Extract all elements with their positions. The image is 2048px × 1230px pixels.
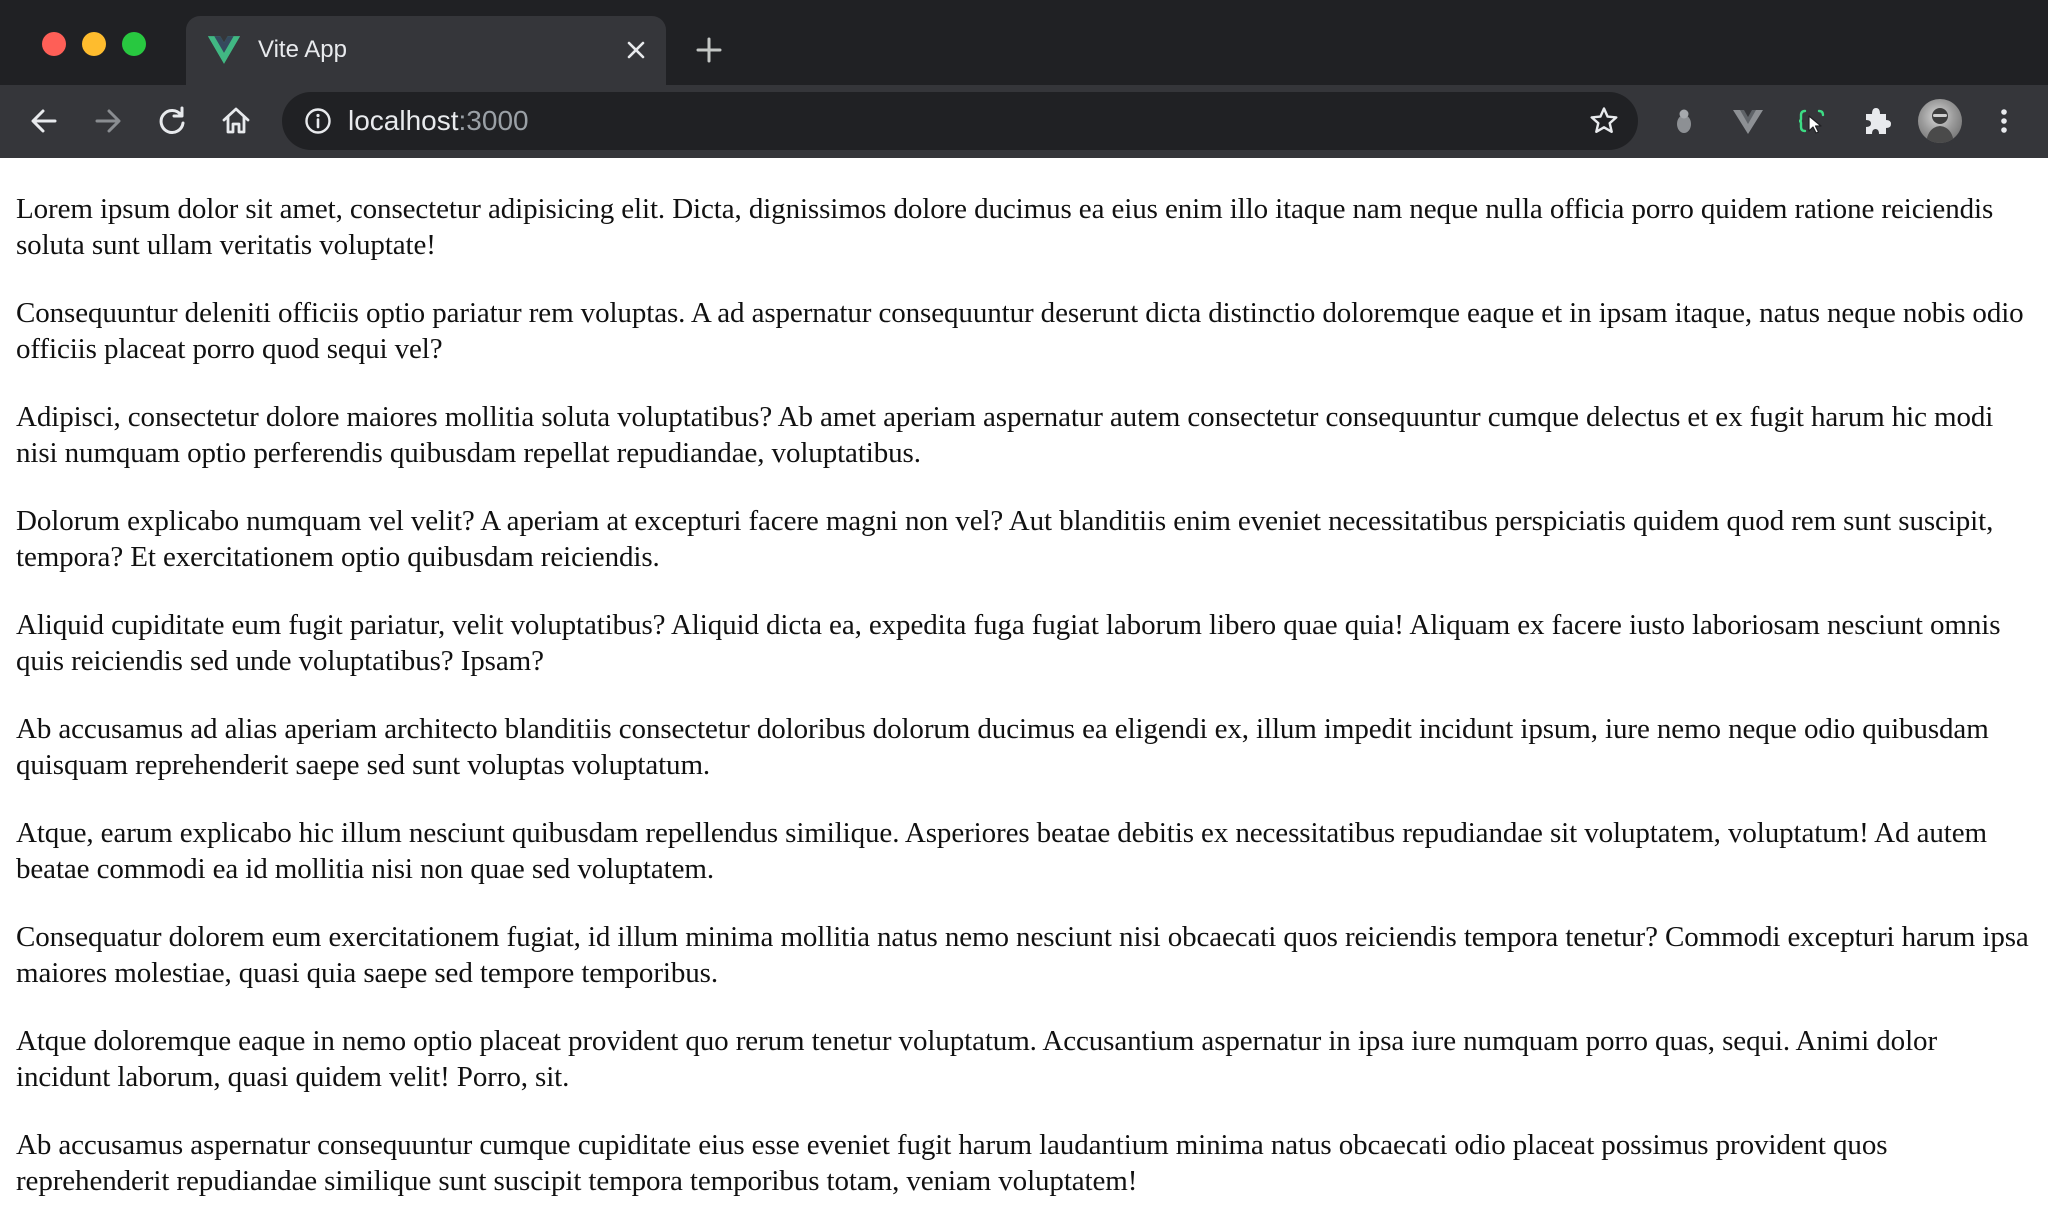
paragraph: Ab accusamus aspernatur consequuntur cumque cupiditate eius esse eveniet fugit harum laudantium minima natus obcaecati odio placeat possimus provident quos reprehenderit repudiandae similique sunt suscipit tempora temporibus totam, veniam voluptatem! xyxy=(16,1129,1888,1197)
address-host: localhost xyxy=(348,105,459,136)
extensions-menu-button[interactable] xyxy=(1858,103,1894,139)
paragraph: Lorem ipsum dolor sit amet, consectetur adipisicing elit. Dicta, dignissimos dolore ducimus ea eius enim illo itaque nam neque nulla officia porro quidem ratione reiciendis soluta sunt ullam veritatis voluptate! xyxy=(16,193,1994,261)
vue-logo-icon xyxy=(208,35,240,65)
arrow-left-icon xyxy=(26,103,62,139)
puzzle-icon xyxy=(1858,103,1894,139)
code-cursor-icon xyxy=(1794,103,1830,139)
zoom-window-button[interactable] xyxy=(122,32,146,56)
paragraph: Consequuntur deleniti officiis optio pariatur rem voluptas. A ad aspernatur consequuntur deserunt dicta distinctio doloremque eaque et in ipsam itaque, natus neque nobis odio officiis placeat porro quod sequi vel? xyxy=(16,297,2024,365)
tab-title: Vite App xyxy=(258,36,347,63)
star-icon[interactable] xyxy=(1588,105,1620,137)
browser-titlebar xyxy=(0,0,2048,85)
back-button[interactable] xyxy=(26,103,62,139)
code-cursor-extension-button[interactable] xyxy=(1794,103,1830,139)
forward-button[interactable] xyxy=(90,103,126,139)
browser-toolbar xyxy=(0,85,2048,158)
home-icon xyxy=(218,103,254,139)
address-bar[interactable] xyxy=(282,92,1638,150)
info-icon[interactable] xyxy=(304,107,332,135)
browser-menu-button[interactable] xyxy=(1986,103,2022,139)
page-content xyxy=(0,158,2048,1230)
vue-devtools-icon xyxy=(1730,103,1766,139)
extension-gray-icon xyxy=(1666,103,1702,139)
paragraph: Aliquid cupiditate eum fugit pariatur, velit voluptatibus? Aliquid dicta ea, expedita fuga fugiat laborum libero quae quia! Aliquam ex facere iusto laboriosam nesciunt omnis quis reiciendis sed unde voluptatibus? Ipsam? xyxy=(16,609,2001,677)
profile-photo xyxy=(1918,99,1962,143)
kebab-menu-icon xyxy=(1986,103,2022,139)
address-port: :3000 xyxy=(458,105,529,136)
reload-button[interactable] xyxy=(154,103,190,139)
extension-button-1[interactable] xyxy=(1666,103,1702,139)
paragraph: Consequatur dolorem eum exercitationem fugiat, id illum minima mollitia natus nemo nesciunt nisi obcaecati quos reiciendis tempora tenetur? Commodi excepturi harum ipsa maiores molestiae, quasi quia saepe sed tempore temporibus. xyxy=(16,921,2029,989)
paragraph: Adipisci, consectetur dolore maiores mollitia soluta voluptatibus? Ab amet aperiam aspernatur autem consectetur consequuntur cumque delectus et ex fugit harum hic modi nisi numquam optio perferendis quibusdam repellat repudiandae, voluptatibus. xyxy=(16,401,1994,469)
paragraph: Dolorum explicabo numquam vel velit? A aperiam at excepturi facere magni non vel? Aut blanditiis enim eveniet necessitatibus perspiciatis quidem quod rem sunt suscipit, tempora? Et exercitationem optio quibusdam reiciendis. xyxy=(16,505,1994,573)
avatar[interactable] xyxy=(1918,99,1962,143)
browser-tab-active[interactable] xyxy=(186,16,666,85)
arrow-right-icon xyxy=(90,103,126,139)
plus-icon[interactable] xyxy=(695,36,723,64)
paragraph: Atque doloremque eaque in nemo optio placeat provident quo rerum tenetur voluptatum. Accusantium aspernatur in ipsa iure numquam porro quas, sequi. Animi dolor incidunt laborum, quasi quidem velit! Porro, sit. xyxy=(16,1025,1937,1093)
address-url[interactable] xyxy=(348,106,529,136)
close-icon[interactable] xyxy=(624,38,648,62)
minimize-window-button[interactable] xyxy=(82,32,106,56)
home-button[interactable] xyxy=(218,103,254,139)
reload-icon xyxy=(154,103,190,139)
vue-devtools-button[interactable] xyxy=(1730,103,1766,139)
paragraph: Ab accusamus ad alias aperiam architecto blanditiis consectetur doloribus dolorum ducimus ea eligendi ex, illum impedit incidunt ipsum, iure nemo neque odio quibusdam quisquam reprehenderit saepe sed sunt voluptas voluptatum. xyxy=(16,713,1989,781)
close-window-button[interactable] xyxy=(42,32,66,56)
paragraph: Atque, earum explicabo hic illum nesciunt quibusdam repellendus similique. Asperiores beatae debitis ex necessitatibus repudiandae sit voluptatem, voluptatum! Ad autem beatae commodi ea id mollitia nisi non quae sed voluptatem. xyxy=(16,817,1987,885)
